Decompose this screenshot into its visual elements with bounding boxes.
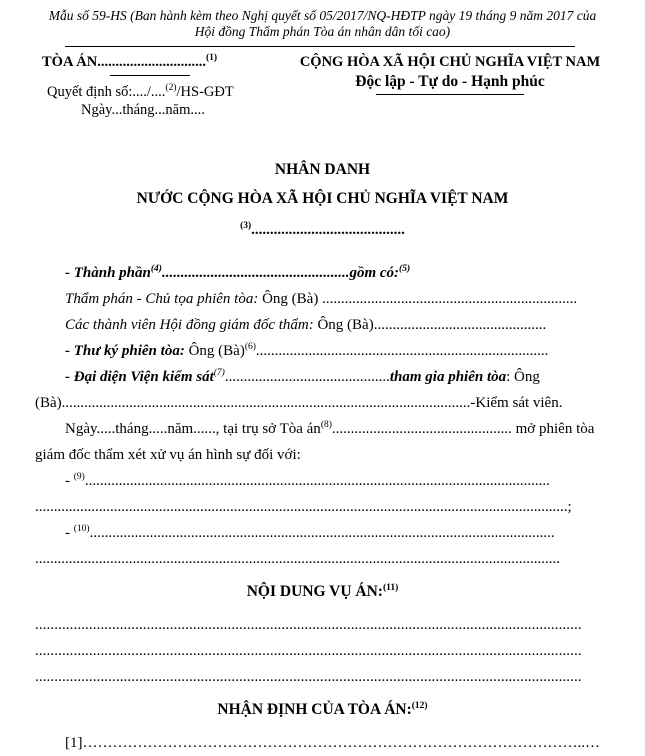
content-dotted-line-1: .............................................................................................................................................. bbox=[35, 617, 582, 633]
procurator-label: - Đại diện Viện kiểm sát bbox=[65, 369, 214, 385]
composition-label: - Thành phần bbox=[65, 265, 151, 281]
defendant-dash: - bbox=[65, 473, 74, 489]
defendant-dash: - bbox=[65, 525, 74, 541]
judge-name-blank: .................................................................... bbox=[322, 291, 578, 307]
clerk-honorific: Ông (Bà) bbox=[184, 343, 245, 359]
clerk-label: - Thư ký phiên tòa: bbox=[65, 343, 185, 359]
case-content-heading bbox=[35, 579, 610, 605]
decision-number-line bbox=[35, 84, 290, 101]
procurator-title: -Kiểm sát viên. bbox=[470, 395, 563, 411]
clerk-name-blank: .............................................................................. bbox=[255, 343, 549, 359]
defendant-line-10 bbox=[35, 520, 610, 546]
title-nhan-danh: NHÂN DANH bbox=[274, 161, 371, 178]
decision-number-prefix: Quyết định số:..../.... bbox=[47, 84, 166, 100]
panel-members-label: Các thành viên Hội đồng giám đốc thẩm: bbox=[65, 317, 314, 333]
court-office-blank: ................................................ bbox=[331, 421, 512, 437]
content-dotted-line-2: .............................................................................................................................................. bbox=[35, 643, 582, 659]
national-title: CỘNG HÒA XÃ HỘI CHỦ NGHĨA VIỆT NAM bbox=[299, 54, 601, 70]
composition-blank: .................................................. bbox=[161, 265, 350, 281]
footnote-ref-2: (2) bbox=[165, 83, 177, 94]
form-number-note bbox=[35, 8, 610, 40]
clerk-line bbox=[35, 338, 610, 364]
footnote-ref-9: (9) bbox=[73, 472, 85, 482]
footnote-ref-10: (10) bbox=[73, 524, 90, 534]
composition-line bbox=[35, 260, 610, 286]
procurator-participation-label: tham gia phiên tòa bbox=[389, 369, 507, 385]
session-purpose-text: mở phiên tòa giám đốc thẩm xét xử vụ án hình sự đối với: bbox=[35, 421, 595, 463]
court-findings-heading bbox=[35, 697, 610, 723]
document-body bbox=[35, 260, 610, 756]
footnote-ref-1: (1) bbox=[205, 53, 218, 64]
defendant-blank-9: ............................................................................................................................ bbox=[84, 473, 550, 489]
procuracy-name-blank: ............................................ bbox=[224, 369, 390, 385]
form-note-line-2: Hội đồng Thẩm phán Tòa án nhân dân tối cao) bbox=[194, 24, 451, 39]
footnote-ref-12: (12) bbox=[411, 700, 428, 711]
defendant-line-10-continuation bbox=[35, 546, 610, 572]
separator-line bbox=[65, 46, 575, 47]
court-header-block bbox=[35, 54, 290, 119]
composition-tail: gồm có: bbox=[349, 265, 400, 281]
content-dotted-line-3: .............................................................................................................................................. bbox=[35, 669, 582, 685]
decision-date-line: Ngày...tháng...năm.... bbox=[81, 102, 205, 118]
session-date-text: Ngày.....tháng.....năm......, tại trụ sở Tòa án bbox=[65, 421, 321, 437]
decision-number-suffix: /HS-GĐT bbox=[176, 84, 234, 100]
defendant-blank-10b: ............................................................................................................................................ bbox=[35, 551, 560, 567]
court-findings-title: NHẬN ĐỊNH CỦA TÒA ÁN: bbox=[217, 701, 412, 718]
panel-members-blank: .............................................. bbox=[373, 317, 547, 333]
national-motto: Độc lập - Tự do - Hạnh phúc bbox=[355, 73, 545, 90]
session-opening-line bbox=[35, 416, 610, 468]
footnote-ref-4: (4) bbox=[150, 264, 162, 274]
judge-honorific: Ông (Bà) bbox=[258, 291, 323, 307]
footnote-ref-7: (7) bbox=[213, 368, 225, 378]
case-content-title: NỘI DUNG VỤ ÁN: bbox=[246, 583, 383, 600]
procurator-honorific: : Ông (Bà) bbox=[35, 369, 540, 411]
court-name-line bbox=[35, 54, 290, 71]
document-title-block bbox=[35, 161, 610, 239]
defendant-blank-9b: .............................................................................................................................................. bbox=[35, 499, 568, 515]
findings-paragraph-1 bbox=[35, 730, 610, 756]
defendant-line-9 bbox=[35, 468, 610, 494]
letterhead bbox=[35, 54, 610, 119]
national-header-block bbox=[290, 54, 610, 119]
findings-blank: ………………………………………………………………………………………..… bbox=[82, 735, 600, 751]
court-name-blank: .............................. bbox=[97, 54, 206, 70]
case-name-blank: ......................................... bbox=[251, 222, 405, 238]
footnote-ref-5: (5) bbox=[399, 264, 411, 274]
procurator-name-blank: ............................................................................................................. bbox=[61, 395, 471, 411]
footnote-ref-8: (8) bbox=[320, 420, 332, 430]
court-name-underline bbox=[110, 75, 190, 76]
defendant-line-9-continuation bbox=[35, 494, 610, 520]
case-name-line bbox=[35, 222, 610, 239]
findings-item-label: [1] bbox=[65, 735, 83, 751]
panel-members-honorific: Ông (Bà) bbox=[313, 317, 374, 333]
title-country: NƯỚC CỘNG HÒA XÃ HỘI CHỦ NGHĨA VIỆT NAM bbox=[136, 190, 509, 207]
judge-label: Thẩm phán - Chủ tọa phiên tòa: bbox=[65, 291, 259, 307]
defendant-blank-10: ............................................................................................................................ bbox=[89, 525, 555, 541]
form-note-line-1: Mẫu số 59-HS (Ban hành kèm theo Nghị quyết số 05/2017/NQ-HĐTP ngày 19 tháng 9 năm 2017 của bbox=[48, 8, 597, 23]
footnote-ref-11: (11) bbox=[382, 582, 399, 593]
court-label: TÒA ÁN bbox=[42, 54, 98, 70]
footnote-ref-3: (3) bbox=[240, 221, 252, 231]
semicolon: ; bbox=[567, 499, 572, 515]
motto-underline bbox=[376, 94, 524, 95]
panel-members-line bbox=[35, 312, 610, 338]
judge-line bbox=[35, 286, 610, 312]
procurator-line bbox=[35, 364, 610, 416]
footnote-ref-6: (6) bbox=[244, 342, 256, 352]
